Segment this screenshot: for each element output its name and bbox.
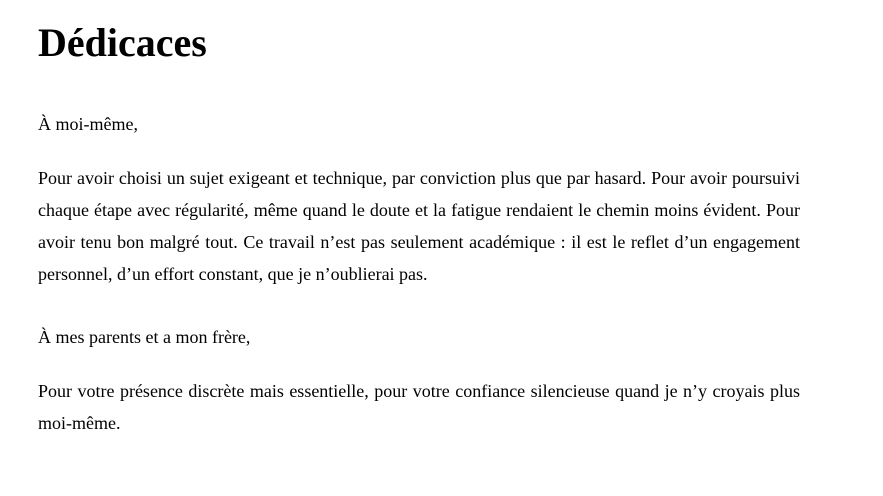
dedication-salutation-self: À moi-même,: [38, 114, 138, 134]
dedication-paragraph-family: Pour votre présence discrète mais essentielle, pour votre confiance silencieuse quand je n’y croyais plus moi-même.: [38, 381, 800, 433]
page-title: Dédicaces: [38, 20, 207, 65]
dedication-paragraph-self: Pour avoir choisi un sujet exigeant et technique, par conviction plus que par hasard. Pour avoir poursuivi chaque étape avec régularité, même quand le doute et la fatigue rendaient le chemin moins évident. Pour avoir tenu bon malgré tout. Ce travail n’est pas seulement académique : il est le reflet d’un engagement personnel, d’un effort constant, que je n’oublierai pas.: [38, 168, 800, 284]
dedication-salutation-family: À mes parents et a mon frère,: [38, 327, 251, 347]
